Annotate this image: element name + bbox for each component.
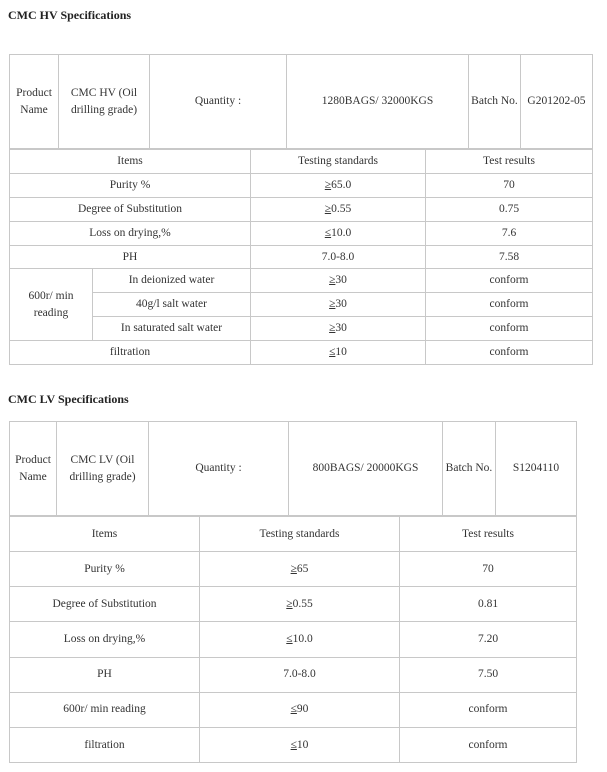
table-row bbox=[10, 657, 577, 692]
table-row bbox=[10, 317, 593, 341]
standard-cell bbox=[251, 293, 426, 317]
table-row bbox=[10, 727, 577, 762]
standard-value: 65.0 bbox=[331, 178, 352, 191]
standard-cell bbox=[251, 197, 426, 221]
result-cell: conform bbox=[426, 341, 593, 365]
column-header: Test results bbox=[426, 150, 593, 174]
item-cell: PH bbox=[10, 657, 200, 692]
result-cell: conform bbox=[426, 269, 593, 293]
result-cell: 7.50 bbox=[400, 657, 577, 692]
item-cell: filtration bbox=[10, 341, 251, 365]
hv-batch-value: G201202-05 bbox=[521, 55, 593, 149]
item-cell: PH bbox=[10, 245, 251, 269]
table-header-row bbox=[10, 517, 577, 552]
result-cell: 0.75 bbox=[426, 197, 593, 221]
standard-cell bbox=[200, 622, 400, 657]
item-cell: filtration bbox=[10, 727, 200, 762]
standard-value: 0.55 bbox=[331, 202, 352, 215]
result-cell: conform bbox=[426, 293, 593, 317]
standard-value: 0.55 bbox=[292, 598, 313, 611]
standard-value: 90 bbox=[296, 703, 309, 716]
standard-cell bbox=[251, 173, 426, 197]
table-row bbox=[10, 173, 593, 197]
lv-section-title: CMC LV Specifications bbox=[8, 392, 129, 406]
table-row bbox=[10, 692, 577, 727]
standard-value: 65 bbox=[296, 562, 309, 575]
table-row bbox=[10, 622, 577, 657]
lv-product-name-value: CMC LV (Oil drilling grade) bbox=[57, 422, 149, 516]
standard-symbol: ≤ bbox=[329, 346, 336, 359]
item-cell: Purity % bbox=[10, 173, 251, 197]
hv-section-title: CMC HV Specifications bbox=[8, 8, 132, 22]
standard-symbol: ≥ bbox=[329, 274, 336, 287]
table-row bbox=[10, 587, 577, 622]
result-cell: 7.20 bbox=[400, 622, 577, 657]
table-row bbox=[10, 341, 593, 365]
hv-quantity-label: Quantity : bbox=[150, 55, 287, 149]
table-row bbox=[10, 221, 593, 245]
item-cell: Degree of Substitution bbox=[10, 587, 200, 622]
standard-value: 10 bbox=[335, 346, 347, 359]
result-cell: 7.58 bbox=[426, 245, 593, 269]
table-row bbox=[10, 269, 593, 293]
item-cell: 600r/ min reading bbox=[10, 692, 200, 727]
standard-symbol: ≥ bbox=[329, 322, 336, 335]
standard-cell bbox=[251, 269, 426, 293]
table-row bbox=[10, 293, 593, 317]
result-cell: conform bbox=[400, 692, 577, 727]
lv-product-name-label: Product Name bbox=[10, 422, 57, 516]
standard-value: 7.0-8.0 bbox=[283, 668, 316, 681]
result-cell: conform bbox=[426, 317, 593, 341]
hv-quantity-value: 1280BAGS/ 32000KGS bbox=[287, 55, 469, 149]
hv-batch-label: Batch No. bbox=[469, 55, 521, 149]
hv-header-table bbox=[9, 54, 593, 149]
column-header: Test results bbox=[400, 517, 577, 552]
result-cell: 7.6 bbox=[426, 221, 593, 245]
hv-product-name-label: Product Name bbox=[10, 55, 59, 149]
standard-symbol: ≥ bbox=[286, 598, 293, 611]
standard-cell bbox=[200, 587, 400, 622]
lv-spec-table bbox=[9, 516, 577, 763]
table-header-row bbox=[10, 150, 593, 174]
standard-symbol: ≥ bbox=[324, 178, 332, 191]
result-cell: 70 bbox=[426, 173, 593, 197]
standard-value: 10 bbox=[296, 738, 309, 751]
standard-symbol: ≤ bbox=[286, 633, 293, 646]
item-cell: 40g/l salt water bbox=[93, 293, 251, 317]
column-header: Testing standards bbox=[251, 150, 426, 174]
item-cell: Degree of Substitution bbox=[10, 197, 251, 221]
item-cell: In saturated salt water bbox=[93, 317, 251, 341]
standard-symbol: ≤ bbox=[290, 703, 297, 716]
standard-symbol: ≤ bbox=[290, 738, 297, 751]
standard-cell bbox=[200, 552, 400, 587]
standard-value: 10.0 bbox=[331, 226, 352, 239]
hv-spec-table bbox=[9, 149, 593, 365]
standard-symbol: ≥ bbox=[324, 202, 332, 215]
lv-batch-label: Batch No. bbox=[443, 422, 496, 516]
standard-value: 30 bbox=[335, 322, 347, 335]
standard-value: 10.0 bbox=[292, 633, 313, 646]
standard-cell bbox=[200, 727, 400, 762]
standard-cell bbox=[251, 341, 426, 365]
result-cell: conform bbox=[400, 727, 577, 762]
lv-quantity-label: Quantity : bbox=[149, 422, 289, 516]
standard-cell bbox=[200, 692, 400, 727]
column-header: Items bbox=[10, 150, 251, 174]
standard-symbol: ≥ bbox=[329, 298, 336, 311]
standard-value: 30 bbox=[335, 274, 347, 287]
result-cell: 0.81 bbox=[400, 587, 577, 622]
standard-cell bbox=[251, 317, 426, 341]
hv-product-name-value: CMC HV (Oil drilling grade) bbox=[59, 55, 150, 149]
lv-batch-value: S1204110 bbox=[496, 422, 577, 516]
lv-quantity-value: 800BAGS/ 20000KGS bbox=[289, 422, 443, 516]
standard-cell bbox=[200, 657, 400, 692]
standard-symbol: ≥ bbox=[290, 562, 297, 575]
standard-cell bbox=[251, 221, 426, 245]
item-cell: Loss on drying,% bbox=[10, 622, 200, 657]
standard-value: 30 bbox=[335, 298, 347, 311]
standard-cell bbox=[251, 245, 426, 269]
table-row bbox=[10, 245, 593, 269]
column-header: Testing standards bbox=[200, 517, 400, 552]
item-cell: In deionized water bbox=[93, 269, 251, 293]
lv-header-table bbox=[9, 421, 577, 516]
standard-value: 7.0-8.0 bbox=[321, 250, 355, 263]
item-cell: Purity % bbox=[10, 552, 200, 587]
item-cell: Loss on drying,% bbox=[10, 221, 251, 245]
standard-symbol: ≤ bbox=[324, 226, 332, 239]
column-header: Items bbox=[10, 517, 200, 552]
table-row bbox=[10, 552, 577, 587]
reading-group-label: 600r/ min reading bbox=[10, 269, 93, 341]
result-cell: 70 bbox=[400, 552, 577, 587]
table-row bbox=[10, 197, 593, 221]
